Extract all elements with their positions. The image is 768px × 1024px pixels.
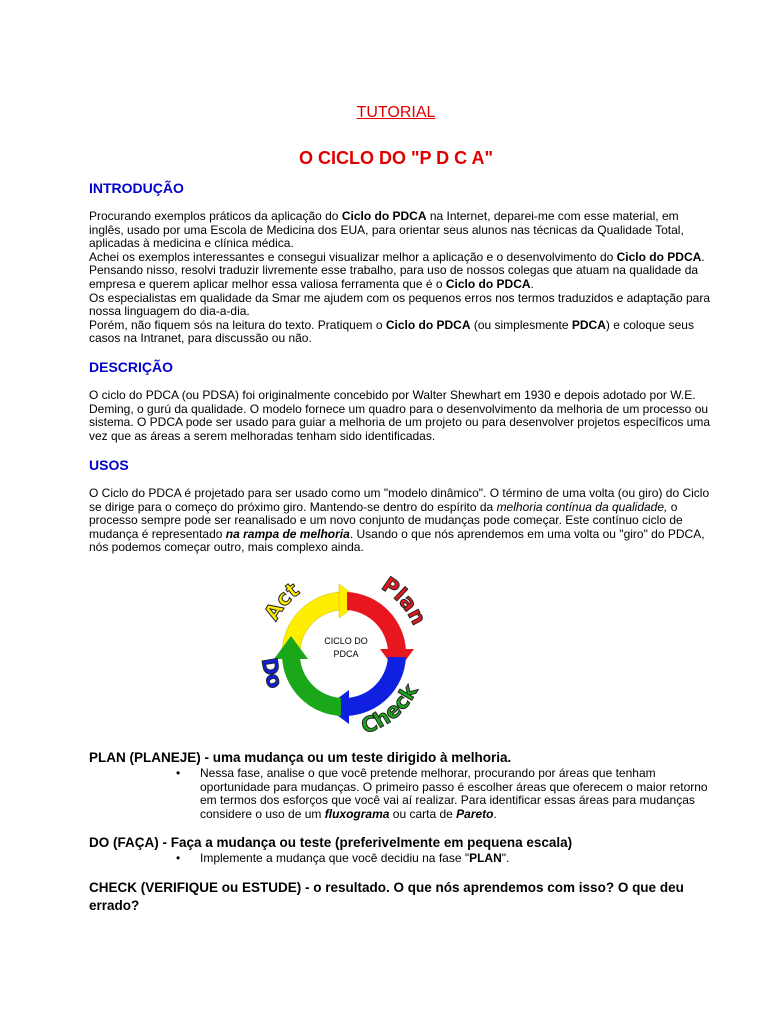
list-item: • Implemente a mudança que você decidiu na fase "PLAN".: [176, 851, 510, 865]
usos-heading: USOS: [89, 457, 129, 473]
diagram-label-act: Act: [259, 577, 304, 625]
diagram-label-check: Check: [358, 680, 423, 739]
descricao-paragraph: O ciclo do PDCA (ou PDSA) foi originalmente concebido por Walter Shewhart em 1930 e depois adotado por W.E. Deming, o gurú da qualidade. O modelo fornece um quadro para o desenvolvimento da melhoria de um processo ou sistema. O PDCA pode ser usado para guiar a melhoria de um projeto ou para desenvolver projetos específicos uma vez que as áreas a serem melhoradas tenham sido identificadas.: [89, 388, 710, 443]
usos-paragraph: O Ciclo do PDCA é projetado para ser usado como um "modelo dinâmico". O término de uma volta (ou giro) do Ciclo se dirige para o começo do próximo giro. Mantendo-se dentro do espírito da melhoria contínua da qualidade, o processo sempre pode ser reanalisado e um novo conjunto de mudanças pode começar. Este contínuo ciclo de mudança é representado na rampa de melhoria. Usando o que nós aprendemos em uma volta ou "giro" do PDCA, nós podemos começar outro, mais complexo ainda.: [89, 486, 710, 555]
diagram-center-line2: PDCA: [333, 649, 359, 659]
list-item: • Nessa fase, analise o que você pretende melhorar, procurando por áreas que tenham oportunidade para mudanças. O primeiro passo é escolher áreas que oferecem o maior retorno em termos dos esforços que você vai aí realizar. Para identificar essas áreas para mudanças considere o uso de um fluxograma ou carta de Pareto.: [176, 766, 708, 821]
bullet-icon: •: [176, 851, 181, 865]
check-heading: CHECK (VERIFIQUE ou ESTUDE) - o resultado. O que nós aprendemos com isso? O que deu errado?: [89, 880, 684, 913]
page-title: O CICLO DO "P D C A": [298, 148, 494, 168]
diagram-label-plan: Plan: [377, 572, 431, 629]
plan-heading: PLAN (PLANEJE) - uma mudança ou um teste dirigido à melhoria.: [89, 750, 512, 765]
plan-bullet-list: [176, 766, 710, 821]
intro-paragraph: Procurando exemplos práticos da aplicação do Ciclo do PDCA na Internet, deparei-me com esse material, em inglês, usado por uma Escola de Medicina dos EUA, para orientar seus alunos nas técnicas da Qualidade Total, aplicadas à medicina e clínica médica. Achei os exemplos interessantes e consegui visualizar melhor a aplicação e o desenvolvimento do Ciclo do PDCA. Pensando nisso, resolvi traduzir livremente esse trabalho, para uso de nossos colegas que atuam na qualidade da empresa e querem aplicar melhor essa valiosa ferramenta que é o Ciclo do PDCA. Os especialistas em qualidade da Smar me ajudem com os pequenos erros nos termos traduzidos e adaptação para nossa linguagem do dia-a-dia. Porém, não fiquem sós na leitura do texto. Pratiquem o Ciclo do PDCA (ou simplesmente PDCA) e coloque seus casos na Intranet, para discussão ou não.: [89, 209, 711, 346]
diagram-center-line1: CICLO DO: [324, 636, 368, 646]
bullet-icon: •: [176, 766, 181, 780]
intro-heading: INTRODUÇÃO: [89, 180, 184, 196]
do-heading: DO (FAÇA) - Faça a mudança ou teste (preferivelmente em pequena escala): [89, 835, 573, 850]
pdca-cycle-diagram: [244, 568, 444, 740]
tutorial-title: TUTORIAL: [356, 104, 436, 121]
diagram-label-do: Do: [256, 655, 288, 692]
descricao-heading: DESCRIÇÃO: [89, 359, 174, 375]
do-bullet-list: [176, 851, 710, 866]
